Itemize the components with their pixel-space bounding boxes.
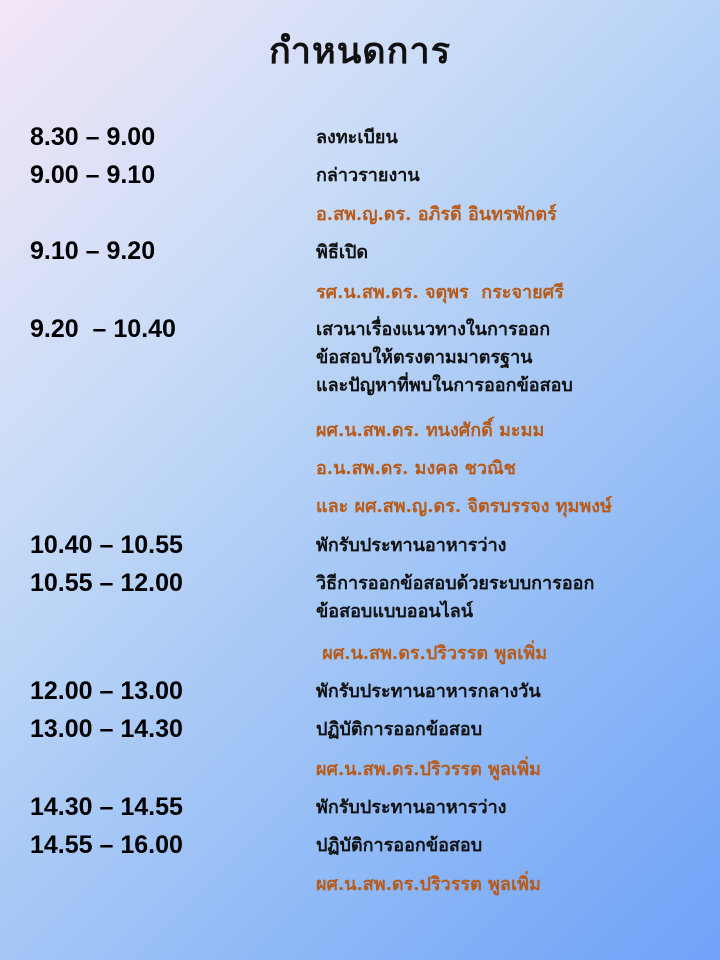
- schedule-activity: [316, 316, 716, 400]
- schedule-time: 8.30 – 9.00: [30, 123, 156, 151]
- activity-line: ลงทะเบียน: [316, 127, 398, 148]
- activity-line: พักรับประทานอาหารว่าง: [316, 535, 507, 556]
- activity-line: พิธีเปิด: [316, 242, 369, 263]
- schedule-activity: [316, 794, 716, 822]
- schedule-time: 14.55 – 16.00: [30, 831, 183, 859]
- activity-line: วิธีการออกข้อสอบด้วยระบบการออก: [316, 573, 595, 594]
- schedule-speaker: รศ.น.สพ.ดร. จตุพร กระจายศรี: [316, 282, 564, 303]
- schedule-time: 9.20 – 10.40: [30, 315, 176, 343]
- schedule-speaker: และ ผศ.สพ.ญ.ดร. จิตรบรรจง ทุมพงษ์: [316, 496, 612, 517]
- schedule-time: 10.55 – 12.00: [30, 569, 183, 597]
- page-title: กำหนดการ: [268, 30, 452, 72]
- activity-line: และปัญหาที่พบในการออกข้อสอบ: [316, 375, 573, 396]
- schedule-activity: [316, 162, 716, 190]
- schedule-activity: [316, 239, 716, 267]
- schedule-time: 12.00 – 13.00: [30, 677, 183, 705]
- schedule-speaker: ผศ.น.สพ.ดร.ปริวรรต พูลเพิ่ม: [316, 759, 541, 780]
- schedule-time: 9.00 – 9.10: [30, 161, 156, 189]
- schedule-activity: [316, 532, 716, 560]
- schedule-speaker: ผศ.น.สพ.ดร. ทนงศักดิ์ มะมม: [316, 420, 545, 441]
- activity-line: ปฏิบัติการออกข้อสอบ: [316, 719, 483, 740]
- schedule-speaker: อ.สพ.ญ.ดร. อภิรดี อินทรพักตร์: [316, 204, 557, 225]
- schedule-speaker: อ.น.สพ.ดร. มงคล ชวณิช: [316, 458, 516, 479]
- activity-line: ปฏิบัติการออกข้อสอบ: [316, 835, 483, 856]
- schedule-speaker: ผศ.น.สพ.ดร.ปริวรรต พูลเพิ่ม: [316, 643, 548, 664]
- schedule-activity: [316, 832, 716, 860]
- schedule-time: 9.10 – 9.20: [30, 237, 156, 265]
- schedule-activity: [316, 570, 716, 626]
- schedule-time: 13.00 – 14.30: [30, 715, 183, 743]
- schedule-speaker: ผศ.น.สพ.ดร.ปริวรรต พูลเพิ่ม: [316, 874, 541, 895]
- activity-line: กล่าวรายงาน: [316, 165, 420, 186]
- activity-line: เสวนาเรื่องแนวทางในการออก: [316, 319, 551, 340]
- activity-line: ข้อสอบแบบออนไลน์: [316, 601, 474, 622]
- activity-line: ข้อสอบให้ตรงตามมาตรฐาน: [316, 347, 533, 368]
- activity-line: พักรับประทานอาหารกลางวัน: [316, 681, 541, 702]
- activity-line: พักรับประทานอาหารว่าง: [316, 797, 507, 818]
- schedule-activity: [316, 678, 716, 706]
- schedule-time: 14.30 – 14.55: [30, 793, 183, 821]
- schedule-time: 10.40 – 10.55: [30, 531, 183, 559]
- schedule-activity: [316, 124, 716, 152]
- schedule-activity: [316, 716, 716, 744]
